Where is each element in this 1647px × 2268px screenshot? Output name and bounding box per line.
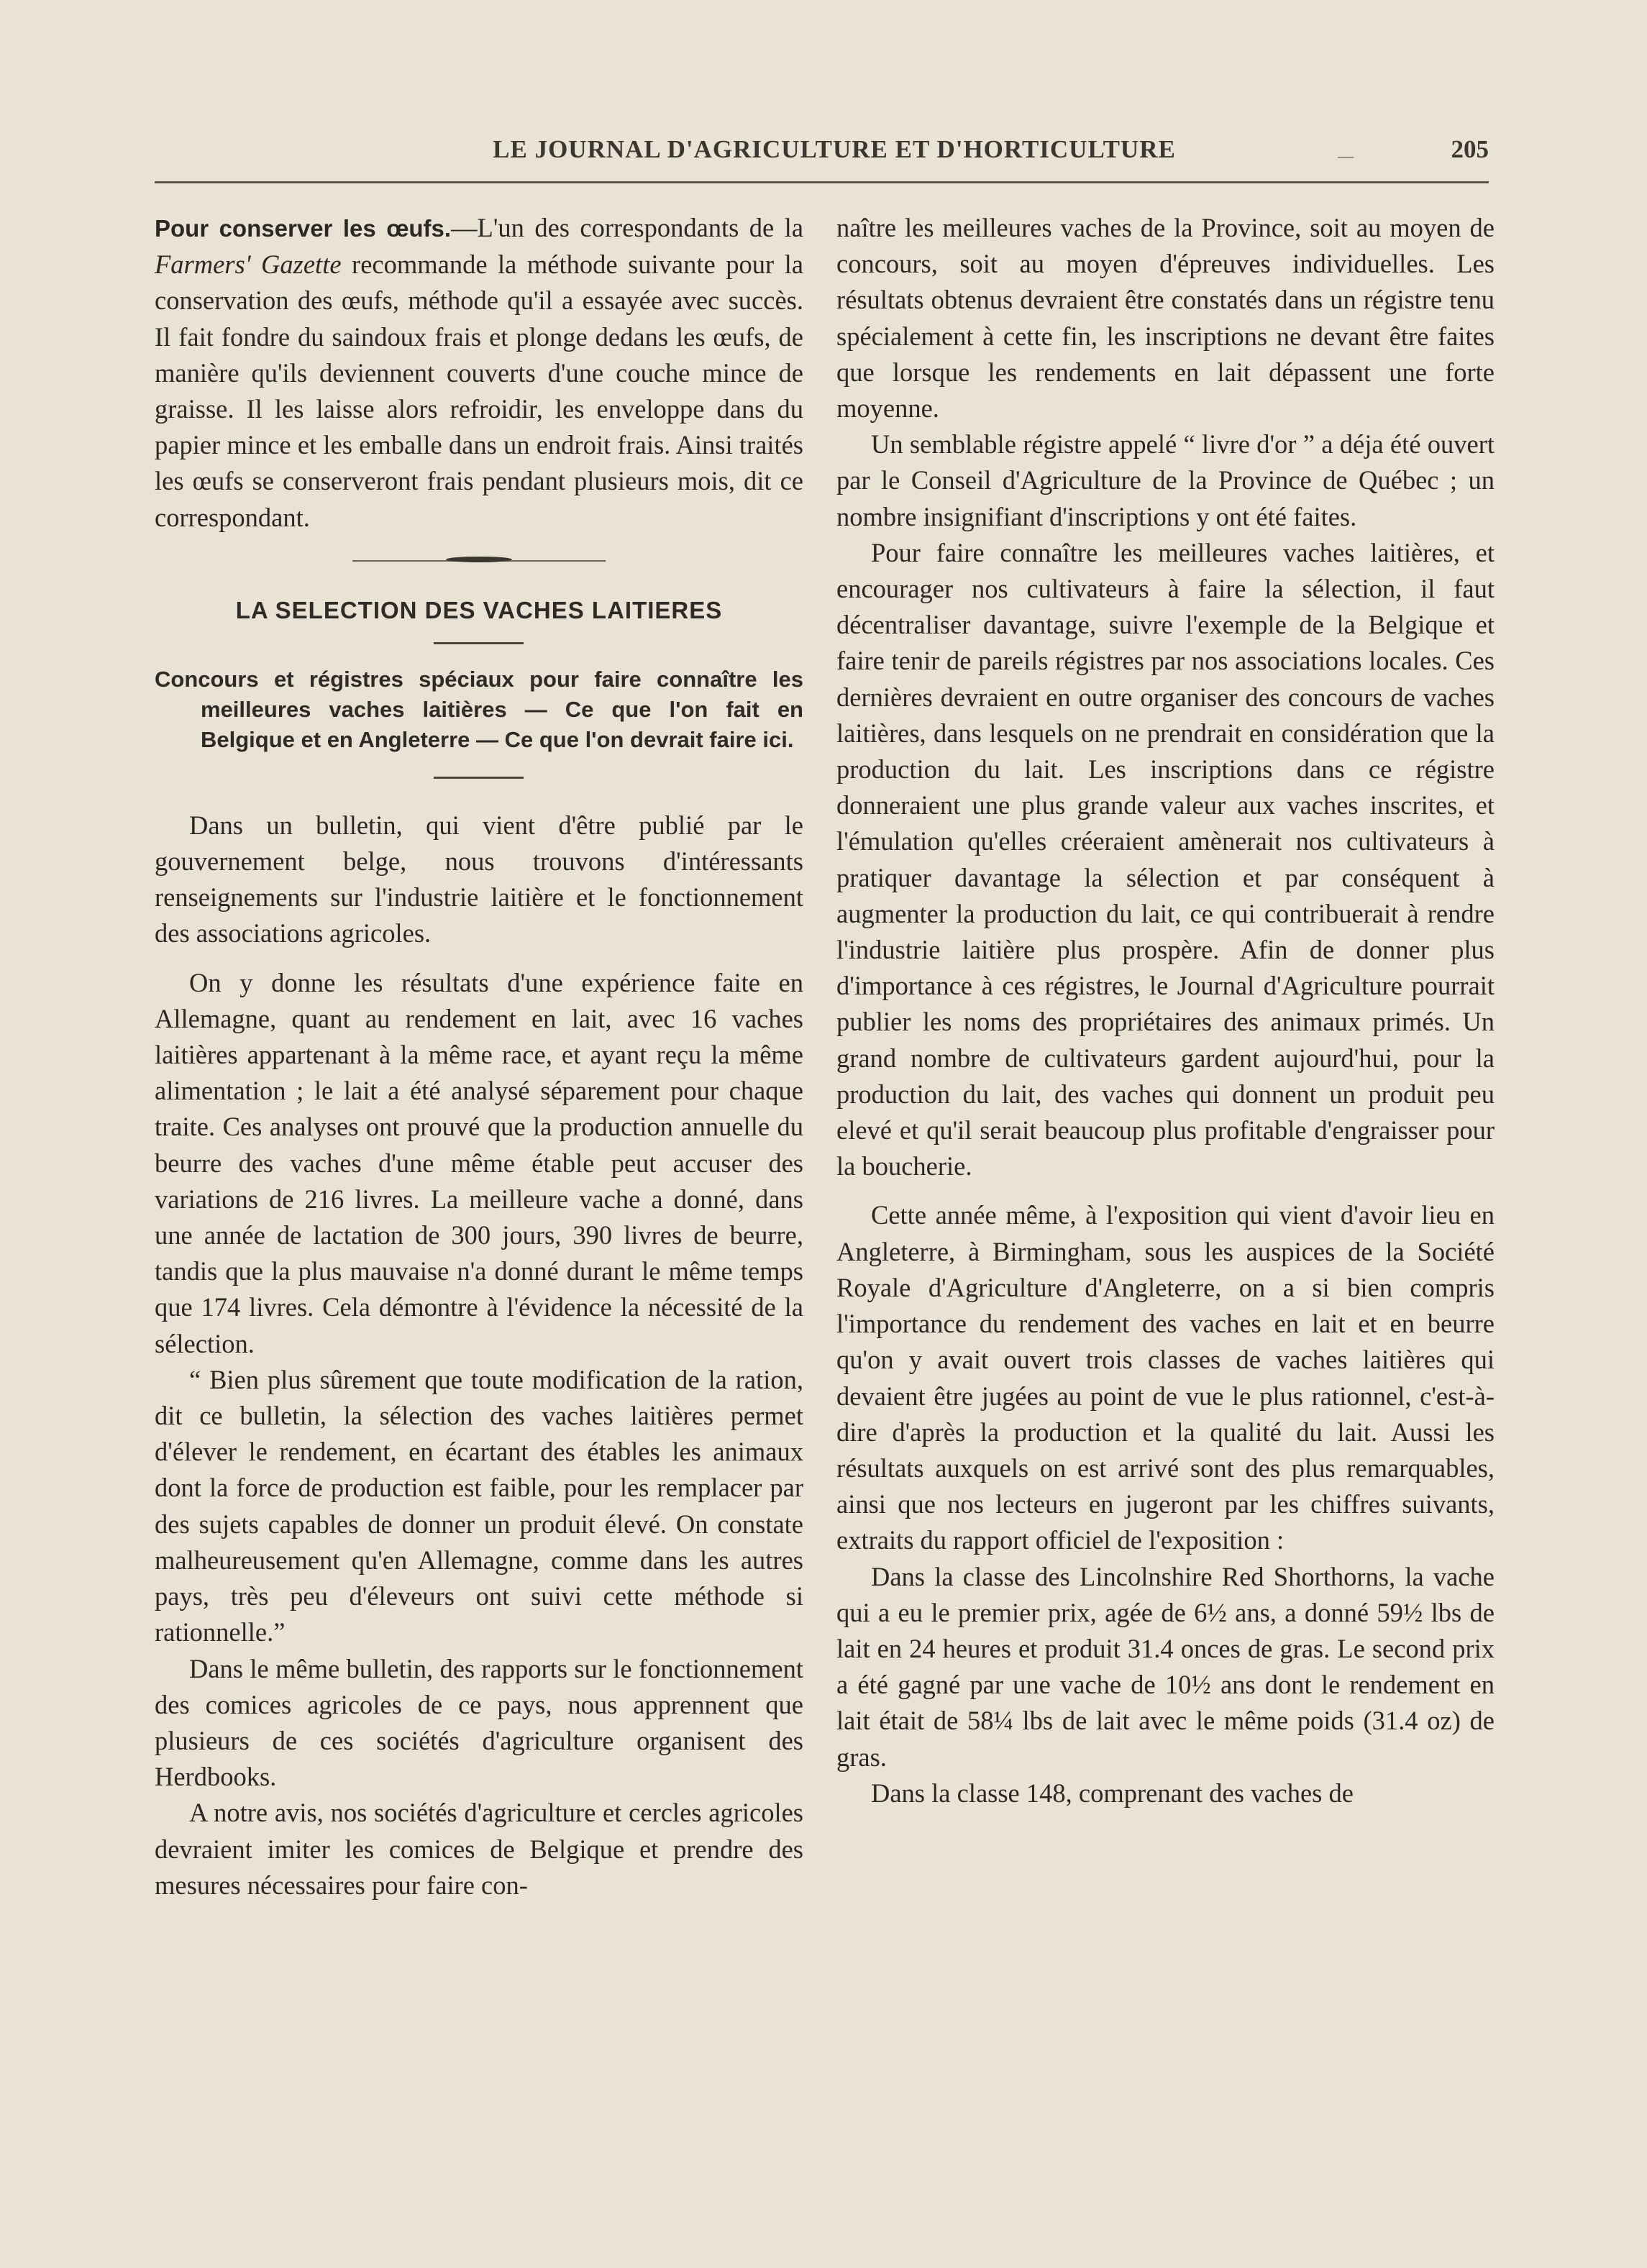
article-paragraph: Dans la classe des Lincolnshire Red Shorthorns, la vache qui a eu le premier prix, agée de 6½ ans, a donné 59½ lbs de lait en 24 heures et produit 31.4 onces de gras. Le second prix a été gagné par une vache de 10½ ans dont le rendement en lait était de 58¼ lbs de lait avec le même poids (31.4 oz) de gras. (836, 1561, 1495, 1772)
eggs-text-b: recommande la méthode suivante pour la conservation des œufs, méthode qu'il a essayée avec succès. Il fait fondre du saindoux frais et plonge dedans les œufs, de manière qu'ils deviennent couverts d'une couche mince de graisse. Il les laisse alors refroidir, les enveloppe dans du papier mince et les emballe dans un endroit frais. Ainsi traités les œufs se conserveront frais pendant plusieurs mois, dit ce correspondant. (155, 250, 803, 532)
article-paragraph: “ Bien plus sûrement que toute modification de la ration, dit ce bulletin, la sélection des vaches laitières permet d'élever le rendement, en écartant des étables les animaux dont la force de production est faible, pour les remplacer par des sujets capables de donner un produit élevé. On constate malheureusement qu'en Allemagne, comme dans les autres pays, très peu d'éleveurs ont suivi cette méthode si rationnelle.” (155, 1364, 803, 1647)
article-paragraph: Un semblable régistre appelé “ livre d'or ” a déja été ouvert par le Conseil d'Agriculture de la Province de Québec ; un nombre insignifiant d'inscriptions y ont été faites. (836, 429, 1495, 531)
eggs-heading: Pour conserver les œufs. (155, 215, 452, 242)
title-rule (434, 642, 524, 644)
article-subtitle: Concours et régistres spéciaux pour faire connaître les meilleures vaches laitières — Ce que l'on fait en Belgique et en Angleterre — Ce que l'on devrait faire ici. (155, 666, 803, 752)
left-column (155, 210, 803, 1903)
divider-ornament (446, 557, 512, 562)
article-paragraph: naître les meilleures vaches de la Province, soit au moyen de concours, soit au moyen d'épreuves individuelles. Les résultats obtenus devraient être constatés dans un régistre tenu spécialement à cette fin, les inscriptions ne devant être faites que lorsque les rendements en lait dépassent une forte moyenne. (836, 213, 1495, 424)
article-paragraph: Cette année même, à l'exposition qui vient d'avoir lieu en Angleterre, à Birmingham, sous les auspices de la Société Royale d'Agriculture d'Angleterre, on a si bien compris l'importance du rendement des vaches en lait et en beurre qu'on y avait ouvert trois classes de vaches laitières qui devaient être jugées au point de vue le plus rationnel, c'est-à-dire d'après la production et la qualité du lait. Aussi les résultats auxquels on est arrivé sont des plus remarquables, ainsi que nos lecteurs en jugeront par les chiffres suivants, extraits du rapport officiel de l'exposition : (836, 1200, 1495, 1555)
article-paragraph: Dans la classe 148, comprenant des vaches de (871, 1778, 1354, 1808)
article-paragraph: A notre avis, nos sociétés d'agriculture et cercles agricoles devraient imiter les comices de Belgique et prendre des mesures nécessaires pour faire con- (155, 1798, 803, 1900)
article-paragraph: Dans le même bulletin, des rapports sur le fonctionnement des comices agricoles de ce pays, nous apprennent que plusieurs de ces sociétés d'agriculture organisent des Herdbooks. (155, 1653, 803, 1792)
gazette-name: Farmers' Gazette (155, 250, 342, 280)
running-header (155, 135, 1489, 170)
article-paragraph: Pour faire connaître les meilleures vaches laitières, et encourager nos cultivateurs à faire la sélection, il faut décentraliser davantage, suivre l'exemple de la Belgique et faire tenir de pareils régistres par nos associations locales. Ces dernières devraient en outre organiser des concours de vaches laitières, dans lesquels on ne prendrait en considération que la production du lait. Les inscriptions dans ce régistre donneraient une plus grande valeur aux vaches inscrites, et l'émulation qu'elles créeraient amènerait nos cultivateurs à pratiquer davantage la sélection et par conséquent à augmenter la production du lait, ce qui contribuerait à rendre l'industrie laitière plus prospère. Afin de donner plus d'importance à ces régistres, le Journal d'Agriculture pourrait publier les noms des propriétaires des animaux primés. Un grand nombre de cultivateurs gardent aujourd'hui, pour la production du lait, des vaches qui donnent un produit peu elevé et qu'il serait beaucoup plus profitable d'engraisser pour la boucherie. (836, 537, 1495, 1181)
ornamental-divider (155, 536, 803, 587)
page-number: 205 (1451, 135, 1489, 163)
article-paragraph: On y donne les résultats d'une expérience faite en Allemagne, quant au rendement en lait, avec 16 vaches laitières appartenant à la même race, et ayant reçu la même alimentation ; le lait a été analysé séparement pour chaque traite. Ces analyses ont prouvé que la production annuelle du beurre des vaches d'une même étable peut accuser des variations de 216 livres. La meilleure vache a donné, dans une année de lactation de 300 jours, 390 livres de beurre, tandis que la plus mauvaise n'a donné durant le même temps que 174 livres. Cela démontre à l'évidence la nécessité de la sélection. (155, 967, 803, 1358)
header-rule (155, 181, 1489, 183)
eggs-text-a: —L'un des correspondants de la (451, 213, 803, 242)
article-title: LA SELECTION DES VACHES LAITIERES (235, 596, 723, 623)
journal-title: LE JOURNAL D'AGRICULTURE ET D'HORTICULTURE (493, 135, 1176, 163)
article-paragraph: Dans un bulletin, qui vient d'être publié par le gouvernement belge, nous trouvons d'intéressants renseignements sur l'industrie laitière et le fonctionnement des associations agricoles. (155, 810, 803, 948)
header-ornament: — (1338, 147, 1354, 165)
eggs-paragraph (155, 210, 803, 536)
right-column (836, 210, 1495, 1811)
